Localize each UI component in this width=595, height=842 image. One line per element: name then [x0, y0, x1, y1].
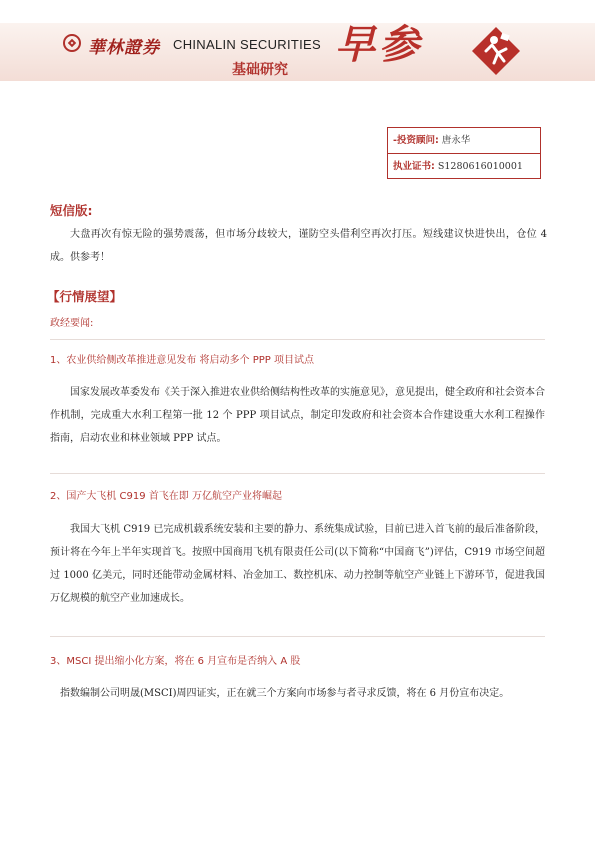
brand-logo-icon	[63, 34, 81, 52]
advisor-label: 投资顾问:	[396, 135, 439, 146]
divider	[50, 473, 545, 474]
news-title-3: 3、MSCI 提出缩小化方案，将在 6 月宣布是否纳入 A 股	[50, 656, 301, 667]
report-category: 基础研究	[232, 62, 288, 78]
license-row	[388, 154, 540, 180]
advisor-row: -投资顾问: 唐永华	[388, 128, 540, 154]
brand-name-en: CHINALIN SECURITIES	[173, 37, 322, 52]
news-body-2: 我国大飞机 C919 已完成机载系统安装和主要的静力、系统集成试验，目前已进入首飞前的最后准备阶段，预计将在今年上半年实现首飞。按照中国商用飞机有限责任公司(以下简称“中国商飞”)评估，C919 市场空间超过 1000 亿美元，同时还能带动金属材料、冶金加工、数控机床、动力控制等航空产业链上下游环节，促进我国万亿规模的航空产业加速成长。	[50, 524, 545, 604]
outlook-heading: 【行情展望】	[47, 289, 123, 304]
report-title: 早参	[335, 21, 423, 68]
divider	[50, 339, 545, 340]
license-label: 执业证书:	[393, 161, 435, 172]
analyst-info-box	[387, 127, 541, 179]
divider	[50, 636, 545, 637]
news-title-1: 1、农业供给侧改革推进意见发布 将启动多个 PPP 项目试点	[50, 355, 314, 366]
brand-name-cn: 華林證券	[88, 38, 160, 58]
news-title-2: 2、国产大飞机 C919 首飞在即 万亿航空产业将崛起	[50, 491, 282, 502]
outlook-subheading: 政经要闻:	[50, 318, 94, 329]
running-person-icon	[470, 25, 522, 77]
news-body-3: 指数编制公司明晟(MSCI)周四证实，正在就三个方案向市场参与者寻求反馈，将在 6 月份宣布决定。	[60, 688, 510, 699]
short-version-text: 大盘再次有惊无险的强势震荡，但市场分歧较大，谨防空头借利空再次打压。短线建议快进快出，仓位 4 成。供参考！	[50, 229, 547, 263]
short-version-heading: 短信版:	[50, 203, 93, 218]
advisor-name: 唐永华	[441, 135, 471, 146]
news-body-1: 国家发展改革委发布《关于深入推进农业供给侧结构性改革的实施意见》，意见提出，健全政府和社会资本合作机制，完成重大水利工程第一批 12 个 PPP 项目试点，制定印发政府和社会资本合作建设重大水利工程操作指南，启动农业和林业领域 PPP 试点。	[50, 387, 545, 444]
license-number: S1280616010001	[437, 161, 523, 172]
